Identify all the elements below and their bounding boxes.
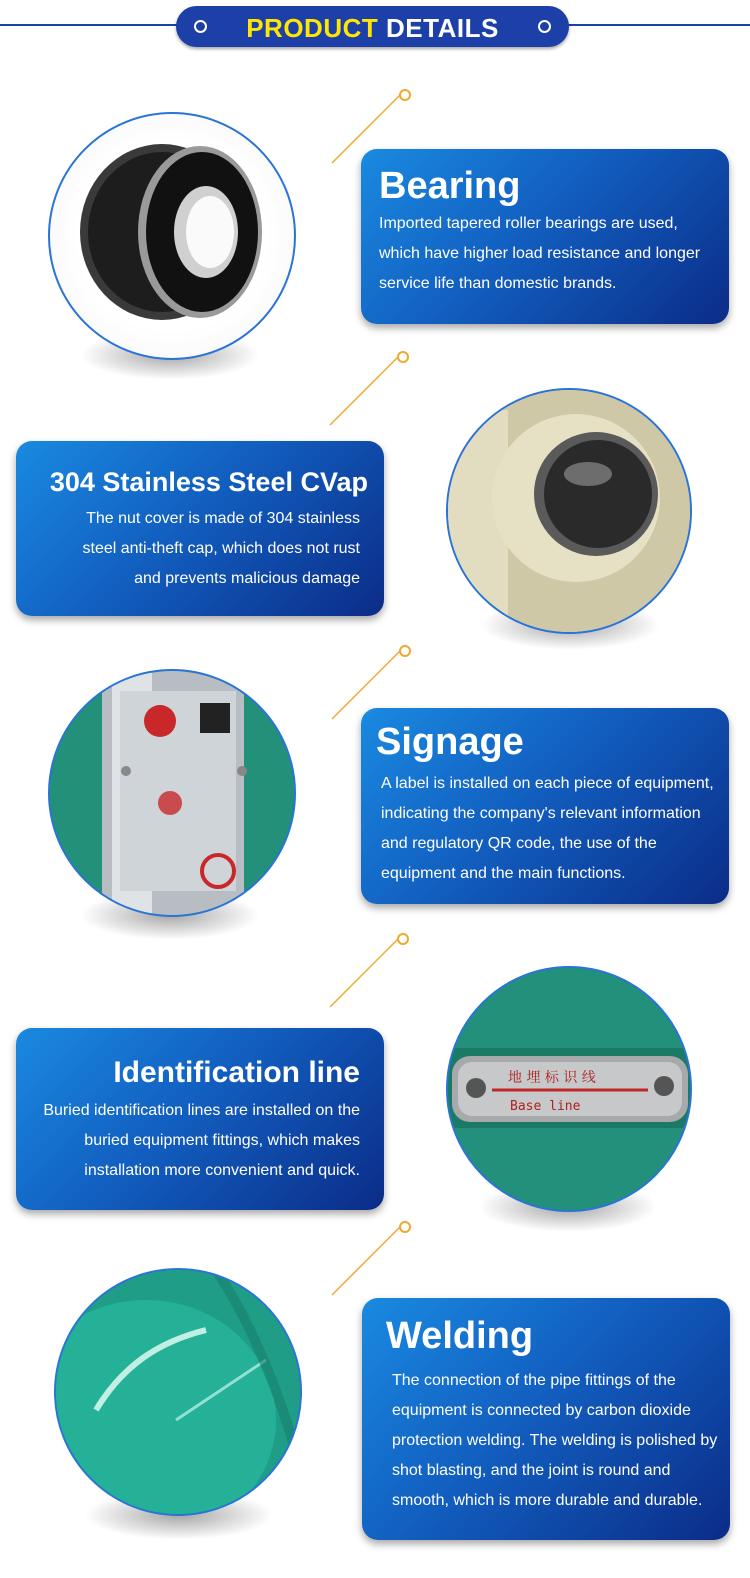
feature-title: Signage [376,721,524,763]
welding-joint-photo [54,1268,302,1516]
feature-title: Identification line [113,1056,360,1089]
feature-card-stainless-cap [16,441,384,616]
feature-card-bearing [361,149,729,324]
feature-description: The connection of the pipe fittings of the equipment is connected by carbon dioxide protection welding. The welding is polished by shot blasting, and the joint is round and smooth, which is more durable and durable. [392,1372,718,1509]
connector-4 [326,932,416,1012]
header-rule-left [0,24,180,26]
connector-2 [326,350,416,430]
feature-title: Bearing [379,165,521,207]
page-title: PRODUCT DETAILS [246,13,499,43]
identification-plate-photo [446,966,692,1212]
feature-description: A label is installed on each piece of equipment, indicating the company's relevant information and regulatory QR code, the use of the equipment and the main functions. [381,775,714,882]
svg-text:Base line: Base line [510,1099,581,1114]
feature-description: Buried identification lines are installed on the buried equipment fittings, which makes installation more convenient and quick. [43,1102,360,1179]
header-banner [176,6,569,47]
ring-icon-right [538,20,551,33]
feature-card-welding [362,1298,730,1540]
feature-card-identification-line [16,1028,384,1210]
svg-text:地 埋 标 识 线: 地 埋 标 识 线 [508,1070,596,1086]
feature-card-signage [361,708,729,904]
nut-cap-photo [446,388,692,634]
feature-title: 304 Stainless Steel CVap [49,467,368,497]
bearing-photo [48,112,296,360]
feature-description: The nut cover is made of 304 stainless steel anti-theft cap, which does not rust and prevents malicious damage [82,510,360,587]
feature-title: Welding [386,1315,534,1357]
header-rule-right [566,24,750,26]
connector-5 [328,1220,418,1300]
signage-label-photo [48,669,296,917]
feature-description: Imported tapered roller bearings are used, which have higher load resistance and longer service life than domestic brands. [379,215,701,292]
